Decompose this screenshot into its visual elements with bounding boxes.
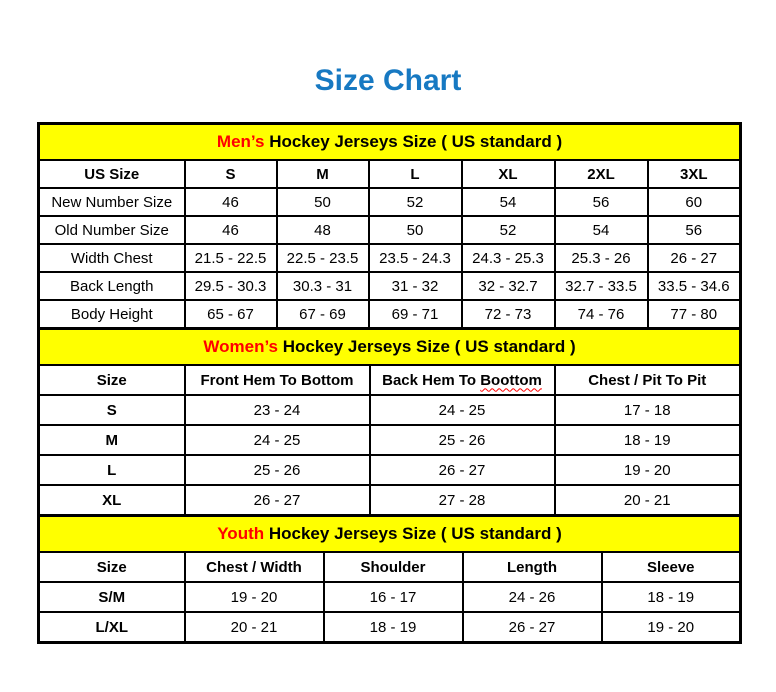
size-value-cell: 65 - 67 xyxy=(185,300,277,329)
size-value-cell: 50 xyxy=(369,216,462,244)
youth-size-table xyxy=(37,514,742,644)
mens-header-row xyxy=(39,160,741,188)
size-value-cell: 54 xyxy=(555,216,648,244)
size-value-cell: 26 - 27 xyxy=(185,485,370,516)
table-row xyxy=(39,300,741,329)
mens-row-label: Width Chest xyxy=(39,244,185,272)
size-value-cell: 26 - 27 xyxy=(648,244,741,272)
table-row xyxy=(39,425,741,455)
size-value-cell: 19 - 20 xyxy=(602,612,741,643)
size-value-cell: 20 - 21 xyxy=(555,485,741,516)
column-header: 2XL xyxy=(555,160,648,188)
size-value-cell: 32.7 - 33.5 xyxy=(555,272,648,300)
womens-row-label: L xyxy=(39,455,185,485)
womens-row-label: M xyxy=(39,425,185,455)
size-value-cell: 30.3 - 31 xyxy=(277,272,369,300)
womens-size-table xyxy=(37,327,742,517)
mens-title-rest: Hockey Jerseys Size ( US standard ) xyxy=(264,132,563,151)
mens-row-label: Back Length xyxy=(39,272,185,300)
size-value-cell: 24 - 26 xyxy=(463,582,602,612)
page-title: Size Chart xyxy=(314,64,462,97)
womens-highlight-text: Women’s xyxy=(203,337,278,356)
size-value-cell: 74 - 76 xyxy=(555,300,648,329)
size-value-cell: 23 - 24 xyxy=(185,395,370,425)
size-value-cell: 77 - 80 xyxy=(648,300,741,329)
size-value-cell: 20 - 21 xyxy=(185,612,324,643)
mens-section-band xyxy=(39,124,741,161)
size-value-cell: 31 - 32 xyxy=(369,272,462,300)
size-value-cell: 18 - 19 xyxy=(602,582,741,612)
size-value-cell: 72 - 73 xyxy=(462,300,555,329)
womens-title-rest: Hockey Jerseys Size ( US standard ) xyxy=(278,337,576,356)
size-chart-tables xyxy=(37,122,739,644)
column-header-text: Back Hem To xyxy=(382,371,481,389)
size-value-cell: 26 - 27 xyxy=(463,612,602,643)
column-header: M xyxy=(277,160,369,188)
column-header: Sleeve xyxy=(602,552,741,582)
column-header: 3XL xyxy=(648,160,741,188)
column-header: US Size xyxy=(39,160,185,188)
mens-row-label: Body Height xyxy=(39,300,185,329)
size-value-cell: 16 - 17 xyxy=(324,582,463,612)
size-value-cell: 19 - 20 xyxy=(555,455,741,485)
youth-header-row xyxy=(39,552,741,582)
column-header: Length xyxy=(463,552,602,582)
youth-row-label: L/XL xyxy=(39,612,185,643)
column-header: Chest / Pit To Pit xyxy=(555,365,741,395)
size-value-cell: 52 xyxy=(369,188,462,216)
size-value-cell: 48 xyxy=(277,216,369,244)
size-value-cell: 33.5 - 34.6 xyxy=(648,272,741,300)
table-row xyxy=(39,582,741,612)
size-value-cell: 50 xyxy=(277,188,369,216)
column-header: Front Hem To Bottom xyxy=(185,365,370,395)
size-value-cell: 25 - 26 xyxy=(185,455,370,485)
size-value-cell: 56 xyxy=(555,188,648,216)
size-value-cell: 18 - 19 xyxy=(555,425,741,455)
youth-row-label: S/M xyxy=(39,582,185,612)
size-value-cell: 54 xyxy=(462,188,555,216)
size-value-cell: 52 xyxy=(462,216,555,244)
youth-section-title xyxy=(39,516,741,553)
size-value-cell: 24.3 - 25.3 xyxy=(462,244,555,272)
size-value-cell: 22.5 - 23.5 xyxy=(277,244,369,272)
mens-row-label: Old Number Size xyxy=(39,216,185,244)
size-value-cell: 18 - 19 xyxy=(324,612,463,643)
table-row xyxy=(39,455,741,485)
mens-row-label: New Number Size xyxy=(39,188,185,216)
size-value-cell: 67 - 69 xyxy=(277,300,369,329)
mens-size-table xyxy=(37,122,742,330)
column-header: Size xyxy=(39,365,185,395)
table-row xyxy=(39,485,741,516)
size-value-cell: 46 xyxy=(185,216,277,244)
column-header: S xyxy=(185,160,277,188)
mens-section-title xyxy=(39,124,741,161)
womens-row-label: XL xyxy=(39,485,185,516)
column-header: XL xyxy=(462,160,555,188)
size-value-cell: 17 - 18 xyxy=(555,395,741,425)
size-value-cell: 56 xyxy=(648,216,741,244)
size-value-cell: 29.5 - 30.3 xyxy=(185,272,277,300)
column-header: L xyxy=(369,160,462,188)
size-value-cell: 25 - 26 xyxy=(370,425,555,455)
column-header: Chest / Width xyxy=(185,552,324,582)
misspelled-word: Boottom xyxy=(480,371,542,389)
size-value-cell: 24 - 25 xyxy=(185,425,370,455)
youth-section-band xyxy=(39,516,741,553)
table-row xyxy=(39,188,741,216)
table-row xyxy=(39,612,741,643)
womens-row-label: S xyxy=(39,395,185,425)
size-value-cell: 46 xyxy=(185,188,277,216)
youth-title-rest: Hockey Jerseys Size ( US standard ) xyxy=(264,524,562,543)
womens-header-row xyxy=(39,365,741,395)
size-value-cell: 19 - 20 xyxy=(185,582,324,612)
womens-section-title xyxy=(39,329,741,366)
table-row xyxy=(39,395,741,425)
size-value-cell: 26 - 27 xyxy=(370,455,555,485)
size-value-cell: 25.3 - 26 xyxy=(555,244,648,272)
size-value-cell: 32 - 32.7 xyxy=(462,272,555,300)
table-row xyxy=(39,272,741,300)
size-value-cell: 24 - 25 xyxy=(370,395,555,425)
table-row xyxy=(39,244,741,272)
youth-highlight-text: Youth xyxy=(217,524,265,543)
table-row xyxy=(39,216,741,244)
column-header xyxy=(370,365,555,395)
womens-section-band xyxy=(39,329,741,366)
column-header: Shoulder xyxy=(324,552,463,582)
size-value-cell: 60 xyxy=(648,188,741,216)
size-value-cell: 23.5 - 24.3 xyxy=(369,244,462,272)
size-value-cell: 27 - 28 xyxy=(370,485,555,516)
column-header: Size xyxy=(39,552,185,582)
size-value-cell: 69 - 71 xyxy=(369,300,462,329)
mens-highlight-text: Men’s xyxy=(216,132,265,151)
size-value-cell: 21.5 - 22.5 xyxy=(185,244,277,272)
